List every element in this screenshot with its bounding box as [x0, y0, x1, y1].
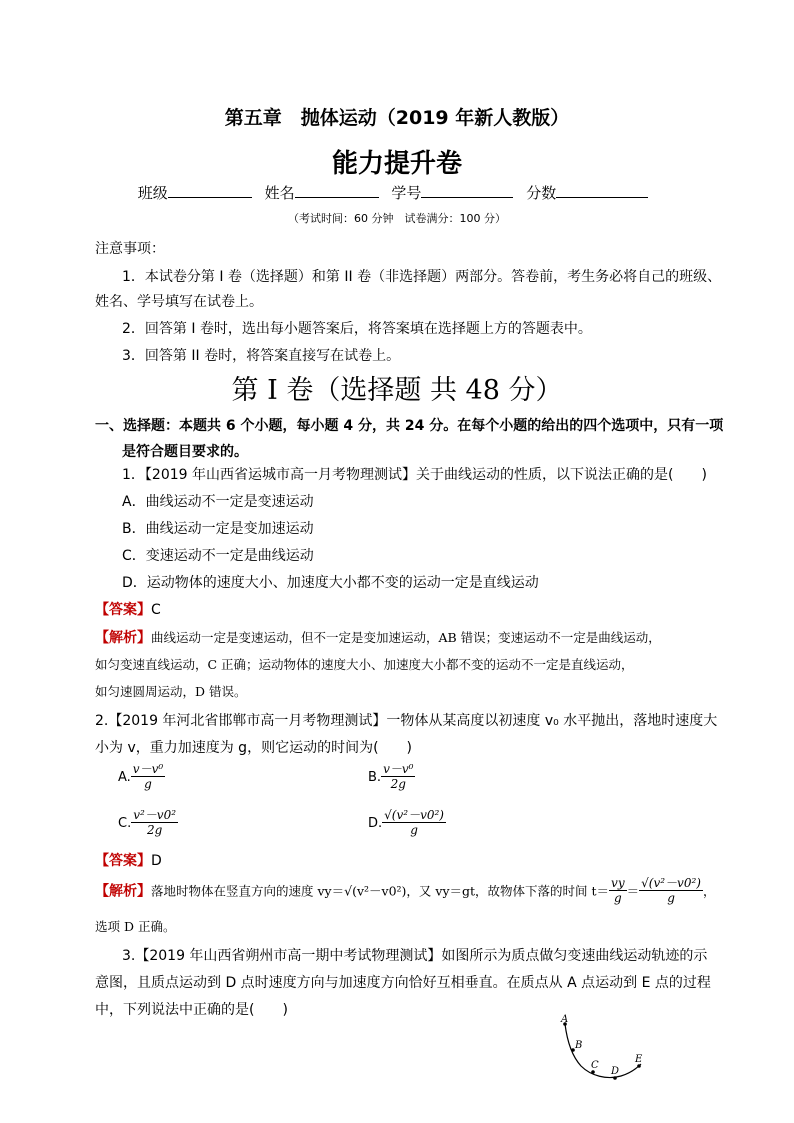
q2-stem-cont: 小为 v，重力加速度为 g，则它运动的时间为( ) [95, 740, 412, 756]
q2-option-a [118, 762, 165, 791]
q2-option-c-label: C. [118, 816, 132, 831]
q2-option-d-denominator: g [410, 823, 418, 837]
q1-option-d: D．运动物体的速度大小、加速度大小都不变的运动一定是直线运动 [122, 575, 539, 591]
point-b-label: B [575, 1040, 583, 1051]
part1-instruction-cont: 是符合题目要求的。 [122, 444, 248, 460]
q2-analysis-tail: ， [702, 883, 716, 899]
q2-option-a-denominator: g [144, 777, 152, 791]
section-title: 第 I 卷（选择题 共 48 分） [231, 375, 563, 406]
note-item-2: 2．回答第 I 卷时，选出每小题答案后，将答案填在选择题上方的答题表中。 [122, 321, 592, 337]
q2-option-d-numerator: √(v²－v0²) [384, 808, 444, 822]
student-info-fields [0, 182, 794, 203]
q1-analysis-line-1: 曲线运动一定是变速运动，但不一定是变加速运动，AB 错误；变速运动不一定是曲线运动， [151, 630, 661, 645]
q1-stem: 1．【2019 年山西省运城市高一月考物理测试】关于曲线运动的性质，以下说法正确的是( ) [122, 467, 707, 483]
id-field-line [421, 183, 513, 198]
q2-option-d-label: D. [368, 816, 383, 831]
q2-answer [95, 850, 162, 870]
note-item-3: 3．回答第 II 卷时，将答案直接写在试卷上。 [122, 348, 401, 364]
point-c-label: C [591, 1060, 599, 1071]
q2-analysis-frac1-den: g [613, 891, 622, 905]
note-item-1-cont: 姓名、学号填写在试卷上。 [95, 294, 263, 310]
q2-analysis-frac1-num: vy [611, 876, 625, 890]
q2-analysis-text: 落地时物体在竖直方向的速度 vy＝√(v²－v0²)，又 vy＝gt，故物体下落的时间 t＝ [151, 883, 610, 899]
q2-option-a-numerator: v－v⁰ [132, 762, 164, 776]
q2-analysis-label: 【解析】 [95, 883, 151, 900]
q1-answer-value: C [151, 602, 161, 618]
q2-option-b-numerator: v－v⁰ [383, 762, 414, 776]
q2-analysis-equals: ＝ [626, 883, 640, 899]
q2-option-b-denominator: 2g [390, 777, 406, 791]
q3-stem: 3.【2019 年山西省朔州市高一期中考试物理测试】如图所示为质点做匀变速曲线运动轨迹的示 [122, 948, 708, 964]
q1-answer-label: 【答案】 [95, 602, 151, 618]
score-field-label: 分数 [526, 184, 557, 202]
q1-analysis-line-2: 如匀变速直线运动，C 正确；运动物体的速度大小、加速度大小都不变的运动不一定是直线运动， [95, 657, 634, 672]
q3-trajectory-figure [545, 1010, 655, 1085]
q2-option-c-numerator: v²－v0² [133, 808, 177, 822]
q1-option-a: A．曲线运动不一定是变速运动 [122, 494, 314, 510]
q1-option-b: B．曲线运动一定是变加速运动 [122, 521, 314, 537]
class-field-label: 班级 [137, 184, 168, 202]
paper-title: 能力提升卷 [331, 149, 462, 179]
class-field-line [168, 183, 252, 198]
point-d-label: D [611, 1066, 620, 1077]
q2-stem: 2.【2019 年河北省邯郸市高一月考物理测试】一物体从某高度以初速度 v₀ 水平抛出，落地时速度大 [95, 713, 718, 729]
q2-option-c-denominator: 2g [146, 823, 163, 837]
q3-stem-cont-1: 意图，且质点运动到 D 点时速度方向与加速度方向恰好互相垂直。在质点从 A 点运动到 E 点的过程 [95, 975, 711, 991]
notes-heading: 注意事项： [95, 241, 165, 257]
name-field-line [295, 183, 379, 198]
q2-option-b [368, 762, 415, 791]
q2-option-d [368, 808, 446, 837]
point-e-label: E [635, 1054, 643, 1065]
q2-answer-value: D [151, 853, 162, 869]
score-field-line [556, 183, 648, 198]
q1-answer [95, 599, 161, 619]
q2-analysis [95, 876, 715, 905]
q1-option-c: C．变速运动不一定是曲线运动 [122, 548, 314, 564]
part1-instruction: 一、选择题：本题共 6 个小题，每小题 4 分，共 24 分。在每个小题的给出的四个选项中，只有一项 [95, 418, 724, 434]
q1-analysis [95, 627, 661, 647]
point-a-label: A [561, 1014, 569, 1025]
q1-analysis-label: 【解析】 [95, 630, 151, 646]
q2-option-b-label: B. [368, 770, 382, 785]
q1-analysis-line-3: 如匀速圆周运动，D 错误。 [95, 684, 247, 699]
q3-stem-cont-2: 中，下列说法中正确的是( ) [95, 1002, 288, 1018]
chapter-title: 第五章 抛体运动（2019 年新人教版） [224, 107, 570, 129]
q2-option-c [118, 808, 178, 837]
q2-option-a-label: A. [118, 770, 131, 785]
note-item-1: 1．本试卷分第 I 卷（选择题）和第 II 卷（非选择题）两部分。答卷前，考生务必将自己的班级、 [122, 269, 722, 285]
q2-answer-label: 【答案】 [95, 853, 151, 869]
id-field-label: 学号 [391, 184, 422, 202]
q2-analysis-frac2-num: √(v²－v0²) [641, 876, 701, 890]
name-field-label: 姓名 [264, 184, 295, 202]
q2-analysis-line-2: 选项 D 正确。 [95, 919, 176, 934]
time-note: （考试时间：60 分钟 试卷满分：100 分） [288, 212, 506, 225]
q2-analysis-frac2-den: g [667, 891, 675, 905]
